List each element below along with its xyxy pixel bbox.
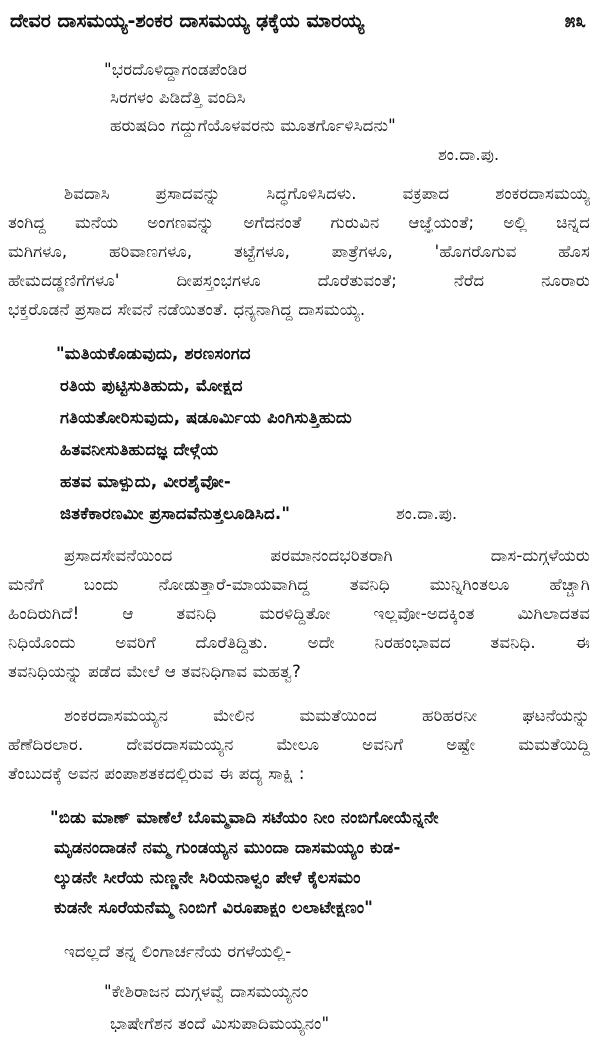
paragraph-line: ತೆಂಬುದಕ್ಕೆ ಅವನ ಪಂಪಾಶತಕದಲ್ಲಿರುವ ಈ ಪದ್ಯ ಸಾಕ್ಷಿ : (8, 764, 305, 783)
verse-line: "ಭರದೊಳಿದ್ದಾಗಂಡಪೆಂಡಿರ (104, 60, 248, 79)
verse-attribution: ಶಂ.ದಾ.ಪು. (438, 145, 500, 164)
verse-line: ಲ್ಕುಡನೇ ಸೀರೆಯ ನುಣ್ಣನೇ ಸಿರಿಯನಾಳ್ವಂ ಪೇಳೆ ಕೈಲಸಮಂ (54, 868, 361, 887)
verse-line: ಭಾಷೇಗೆಶನ ತಂದೆ ಮಿಸುಪಾದಿಮಯ್ಯನಂ" (110, 1014, 330, 1033)
verse-line: ಗತಿಯತೋರಿಸುವುದು, ಷಡೂರ್ಮಿಯ ಪಿಂಗಿಸುತ್ತಿಹುದು (60, 408, 352, 427)
paragraph-line: ಹೇಮದಡ್ಡಣಿಗೆಗಳೂ' ದೀಪಸ್ತಂಭಗಳೂ ದೊರೆತುವಂತೆ; ನೆರೆದ ನೂರಾರು (8, 271, 590, 290)
paragraph-line: ಇದಲ್ಲದೆ ತನ್ನ ಲಿಂಗಾರ್ಚನೆಯ ರಗಳೆಯಲ್ಲಿ- (64, 942, 292, 961)
paragraph-line: ತವನಿಧಿಯನ್ನು ಪಡೆದ ಮೇಲೆ ಆ ತವನಿಧಿಗಾವ ಮಹತ್ವ? (8, 662, 301, 681)
paragraph-line: ತಂಗಿದ್ದ ಮನೆಯ ಅಂಗಣವನ್ನು ಅಗೆದನಂತೆ ಗುರುವಿನ ಆಜ್ಞೆಯಂತೆ; ಅಲ್ಲಿ ಚಿನ್ನದ (8, 213, 590, 232)
verse-attribution: ಶಂ.ದಾ.ಪು. (396, 504, 458, 523)
paragraph-line: ಭಕ್ತರೊಡನೆ ಪ್ರಸಾದ ಸೇವನೆ ನಡೆಯಿತಂತೆ. ಧನ್ಯನಾಗಿದ್ದ ದಾಸಮಯ್ಯ. (8, 300, 366, 319)
paragraph-line: ಶಿವದಾಸಿ ಪ್ರಸಾದವನ್ನು ಸಿದ್ಧಗೊಳಿಸಿದಳು. ವಕ್ರಪಾದ ಶಂಕರದಾಸಮಯ್ಯ (64, 184, 590, 203)
paragraph-line: ಶಂಕರದಾಸಮಯ್ಯನ ಮೇಲಿನ ಮಮತೆಯಿಂದ ಹರಿಹರನೀ ಘಟನೆಯನ್ನು (64, 706, 590, 725)
paragraph-line: ಹಿಂದಿರುಗಿದೆ! ಆ ತವನಿಧಿ ಮರಳಿದ್ದಿತೋ ಇಲ್ಲವೋ-ಅದಕ್ಕಿಂತ ಮಿಗಿಲಾದತವ (8, 604, 590, 623)
paragraph-line: ಪ್ರಸಾದಸೇವನೆಯಿಂದ ಪರಮಾನಂದಭರಿತರಾಗಿ ದಾಸ-ದುಗ್ಗಳೆಯರು (64, 546, 590, 565)
verse-line: ಜಿತಕೆಕಾರಣಮೀ ಪ್ರಸಾದವೆನುತ್ತಲೂಡಿಸಿದ." (60, 504, 291, 523)
page-number: ೫೩ (564, 10, 586, 32)
verse-line: ಕುಡನೇ ಸೂರೆಯನೆಮ್ಮ ನಿಂಬಿಗೆ ವಿರೂಪಾಕ್ಷಂ ಲಲಾಟೇಕ್ಷಣಂ" (54, 898, 374, 917)
running-title: ದೇವರ ದಾಸಮಯ್ಯ-ಶಂಕರ ದಾಸಮಯ್ಯ ಢಕ್ಕೆಯ ಮಾರಯ್ಯ (10, 10, 365, 32)
verse-line: ಹತವ ಮಾಳ್ಪುದು, ವೀರಶೈವೋ- (60, 472, 231, 491)
verse-line: ಹಿತವನೀಸುತಿಹುದಜ್ಞ ದೇಳ್ಗೆಯ (60, 440, 219, 459)
verse-line: "ಬಿಡು ಮಾಣ್ ಮಾಣೆಲೆ ಬೊಮ್ಮವಾದಿ ಸಟೆಯಂ ನೀಂ ನಂಬಿಗೋಯೆನ್ನನೇ (50, 808, 439, 827)
paragraph-line: ಹೆಣೆದಿರಲಾರ. ದೇವರದಾಸಮಯ್ಯನ ಮೇಲೂ ಅವನಿಗೆ ಅಷ್ಟೇ ಮಮತೆಯಿದ್ದಿ (8, 735, 590, 754)
verse-line: ರತಿಯ ಪುಟ್ಟಿಸುತಿಹುದು, ಮೋಕ್ಷದ (60, 376, 243, 395)
verse-line: ಮೃಡನಂದಾಡನೆ ನಮ್ಮ ಗುಂಡಯ್ಯನ ಮುಂದಾ ದಾಸಮಯ್ಯಂ ಕುಡ- (54, 838, 401, 857)
verse-line: ಸಿರಗಳಂ ಪಿಡಿದೆತ್ತಿ ವಂದಿಸಿ (110, 88, 246, 107)
paragraph-line: ನಿಧಿಯೊಂದು ಅವರಿಗೆ ದೊರೆತಿದ್ದಿತು. ಅದೇ ನಿರಹಂಭಾವದ ತವನಿಧಿ. ಈ (8, 633, 590, 652)
paragraph-line: ಮನೆಗೆ ಬಂದು ನೋಡುತ್ತಾರೆ-ಮಾಯವಾಗಿದ್ದ ತವನಿಧಿ ಮುನ್ನಿಗಿಂತಲೂ ಹೆಚ್ಚಾಗಿ (8, 575, 590, 594)
verse-line: "ಕೇಶಿರಾಜನ ದುಗ್ಗಳವ್ವೆ ದಾಸಮಯ್ಯನಂ (104, 982, 309, 1001)
paragraph-line: ಮಗಿಗಳೂ, ಹರಿವಾಣಗಳೂ, ತಟ್ಟೆಗಳೂ, ಪಾತ್ರೆಗಳೂ, 'ಹೊಗರೊಗುವ ಹೊಸ (8, 242, 590, 261)
verse-line: ಹರುಷದಿಂ ಗದ್ದುಗೆಯೊಳವರನು ಮೂತರ್ಗೊಳಿಸಿದನು" (110, 116, 396, 135)
verse-line: "ಮತಿಯಕೊಡುವುದು, ಶರಣಸಂಗದ (56, 344, 251, 363)
page-header (10, 6, 592, 36)
